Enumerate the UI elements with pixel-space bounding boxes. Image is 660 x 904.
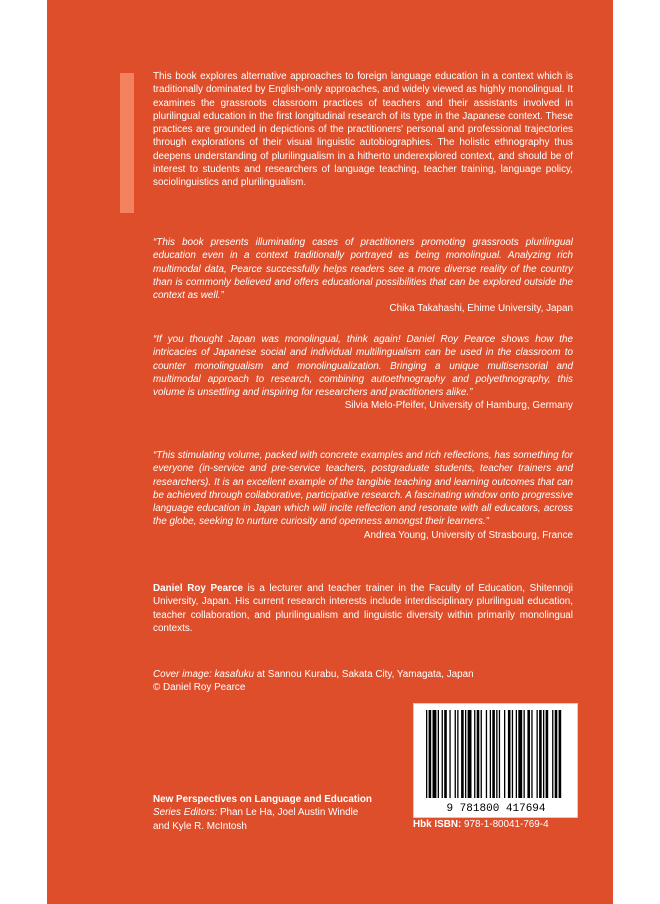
barcode-bar xyxy=(504,710,505,798)
series-info xyxy=(153,793,393,833)
barcode-bar xyxy=(516,710,517,798)
barcode-bar xyxy=(477,710,480,798)
barcode-bar xyxy=(508,710,511,798)
barcode-bar xyxy=(552,710,553,798)
barcode-digits: 9 781800 417694 xyxy=(446,803,546,815)
barcode-bar xyxy=(555,710,558,798)
endorsement xyxy=(153,236,573,316)
barcode-bar xyxy=(433,710,437,798)
barcode-bar xyxy=(461,710,464,798)
barcode-bar xyxy=(465,710,466,798)
cover-image-title: kasafuku xyxy=(214,669,255,680)
barcode-bar xyxy=(429,710,432,798)
cover-credit xyxy=(153,668,573,695)
barcode-bar xyxy=(559,710,562,798)
author-name: Daniel Roy Pearce xyxy=(153,583,243,594)
isbn-label: Hbk ISBN: xyxy=(413,819,462,830)
endorsement-attribution: Silvia Melo-Pfeifer, University of Hamburg, Germany xyxy=(344,400,573,412)
barcode-bar xyxy=(490,710,491,798)
barcode-bar xyxy=(468,710,472,798)
barcode xyxy=(413,703,578,818)
series-editors-label: Series Editors: xyxy=(153,807,218,819)
barcode-bar xyxy=(438,710,439,798)
series-name: New Perspectives on Language and Education xyxy=(153,794,372,805)
author-bio-text: is a lecturer and teacher trainer in the Faculty of Education, Shitennoji University, Japan. His current research interests include interdisciplinary plurilingual education, teacher collaboration, and plurilingualism and linguistic diversity within primarily monolingual contexts. xyxy=(153,583,573,634)
barcode-bar xyxy=(499,710,500,798)
endorsement-attribution: Andrea Young, University of Strasbourg, France xyxy=(363,529,573,541)
barcode-bar xyxy=(531,710,532,798)
barcode-bar xyxy=(492,710,495,798)
endorsement xyxy=(153,449,573,542)
barcode-bar xyxy=(496,710,497,798)
series-editors-line1: Phan Le Ha, Joel Austin Windle xyxy=(217,807,359,819)
barcode-bar xyxy=(543,710,544,798)
barcode-bar xyxy=(518,710,522,798)
endorsement xyxy=(153,333,573,413)
barcode-bar xyxy=(474,710,475,798)
barcode-bar xyxy=(539,710,542,798)
barcode-bar xyxy=(527,710,530,798)
endorsement-attribution: Chika Takahashi, Ehime University, Japan xyxy=(389,303,573,315)
barcode-bar xyxy=(537,710,538,798)
barcode-bar xyxy=(481,710,482,798)
barcode-bar xyxy=(512,710,513,798)
cover-credit-label: Cover image: xyxy=(153,669,212,680)
barcode-bar xyxy=(546,710,549,798)
barcode-bar xyxy=(524,710,525,798)
barcode-bar xyxy=(457,710,458,798)
barcode-bar xyxy=(426,710,427,798)
isbn xyxy=(413,818,583,831)
isbn-number: 978-1-80041-769-4 xyxy=(461,819,549,830)
barcode-bar xyxy=(455,710,456,798)
barcode-bar xyxy=(449,710,450,798)
barcode-bar xyxy=(442,710,443,798)
cover-copyright: © Daniel Roy Pearce xyxy=(153,682,246,694)
barcode-bar xyxy=(486,710,487,798)
endorsement-quote: “If you thought Japan was monolingual, think again! Daniel Roy Pearce shows how the intricacies of Japanese social and individual multilingualism can be used in the classroom to counter monolingualism and monolingualization. Bringing a unique multisensorial and multimodal approach to research, combining autoethnography and polyethnography, this volume is unsettling and inspiring for researchers and practitioners alike.” xyxy=(153,334,573,399)
barcode-graphic xyxy=(414,704,577,817)
cover-image-location: at Sannou Kurabu, Sakata City, Yamagata, Japan xyxy=(254,669,474,680)
accent-bar xyxy=(120,73,134,213)
back-cover xyxy=(47,0,613,904)
barcode-bar xyxy=(444,710,447,798)
series-editors-line2: and Kyle R. McIntosh xyxy=(153,820,247,832)
author-bio xyxy=(153,582,573,635)
endorsement-quote: “This stimulating volume, packed with concrete examples and rich reflections, has something for everyone (in-service and pre-service teachers, postgraduate students, teacher trainers and researchers). It is an excellent example of the tangible teaching and learning outcomes that can be achieved through collaborative, participative research. A fascinating window onto progressive language education in Japan which will incite reflection and resonate with all educators, across the globe, seeking to nurture curiosity and openness amongst their learners.” xyxy=(153,450,573,528)
book-blurb: This book explores alternative approaches to foreign language education in a context which is traditionally dominated by English-only approaches, and widely viewed as highly monolingual. It examines the grassroots classroom practices of teachers and their assistants involved in plurilingual education in the first longitudinal research of its type in the Japanese context. These practices are grounded in depictions of the practitioners' personal and professional trajectories through explorations of their visual linguistic autobiographies. The holistic ethnography thus deepens understanding of plurilingualism in a hitherto underexplored context, and should be of interest to students and researchers of language teaching, teacher training, language policy, sociolinguistics and plurilingualism. xyxy=(153,71,573,189)
endorsement-quote: “This book presents illuminating cases of practitioners promoting grassroots plurilingual education even in a context traditionally portrayed as being monolingual. Analyzing rich multimodal data, Pearce successfully helps readers see a more diverse reality of the country than is commonly believed and offers educational possibilities that can be explored outside the context as well.” xyxy=(153,237,573,302)
